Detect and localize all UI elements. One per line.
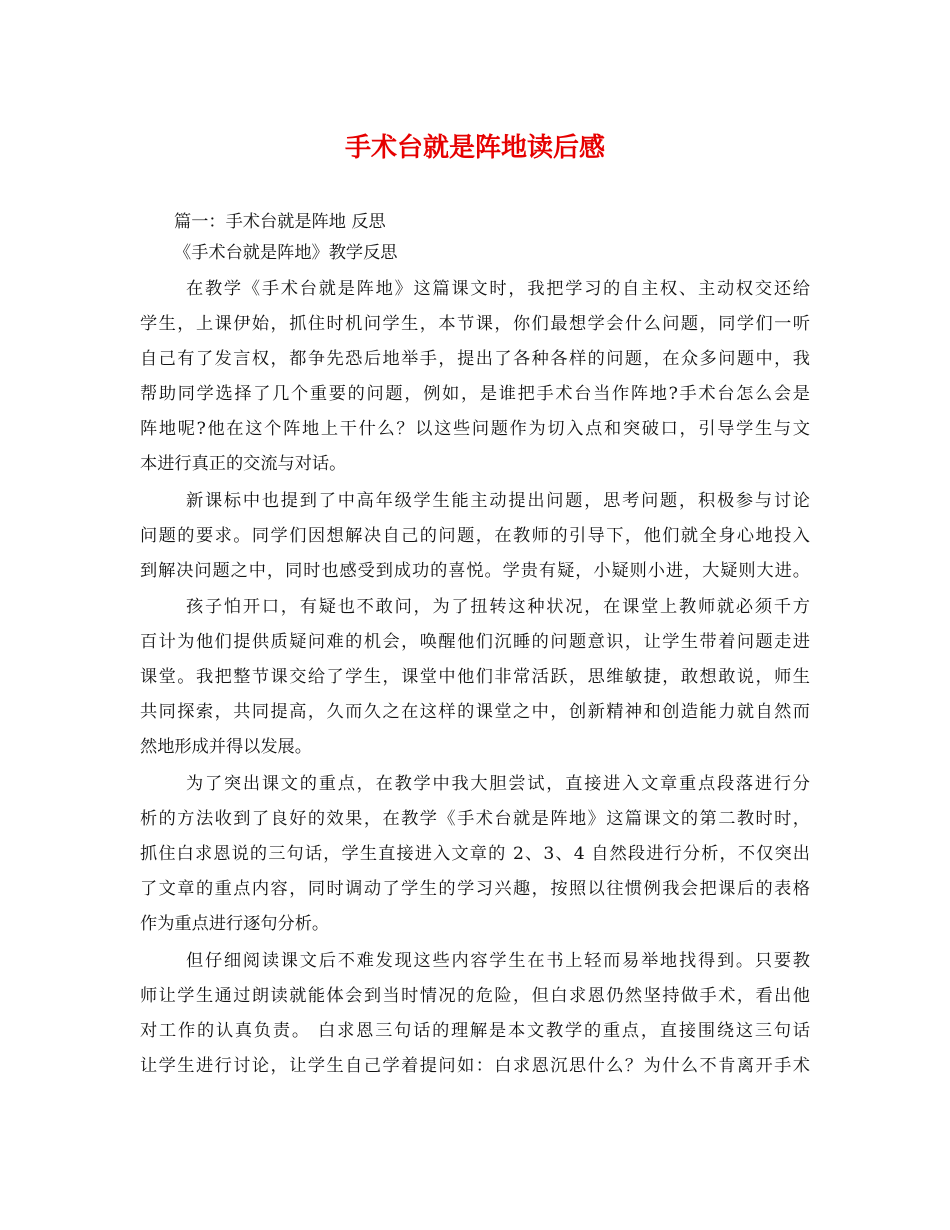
paragraph-1-line-6: 本进行真正的交流与对话。 [140,454,347,474]
paragraph-1-line-2: 学生，上课伊始，抓住时机问学生，本节课，你们最想学会什么问题，同学们一听 [140,314,810,334]
subheading: 《手术台就是阵地》教学反思 [174,243,398,263]
paragraph-5-line-4: 让学生进行讨论，让学生自己学着提问如：白求恩沉思什么？为什么不肯离开手术 [140,1056,810,1076]
paragraph-4-line-4: 了文章的重点内容，同时调动了学生的学习兴趣，按照以往惯例我会把课后的表格 [140,879,810,899]
paragraph-3-line-4: 共同探索，共同提高，久而久之在这样的课堂之中，创新精神和创造能力就自然而 [140,702,810,722]
paragraph-2-line-1: 新课标中也提到了中高年级学生能主动提出问题，思考问题，积极参与讨论 [186,491,810,511]
paragraph-3-line-1: 孩子怕开口，有疑也不敢问，为了扭转这种状况，在课堂上教师就必须千方 [186,597,810,617]
paragraph-1-line-3: 自己有了发言权，都争先恐后地举手，提出了各种各样的问题，在众多问题中，我 [140,349,810,369]
paragraph-2-line-2: 问题的要求。同学们因想解决自己的问题，在教师的引导下，他们就全身心地投入 [140,526,810,546]
document-title: 手术台就是阵地读后感 [344,133,605,163]
section-heading: 篇一：手术台就是阵地 反思 [174,212,386,232]
paragraph-2-line-3: 到解决问题之中，同时也感受到成功的喜悦。学贵有疑，小疑则小进，大疑则大进。 [140,561,810,581]
paragraph-4-line-2: 析的方法收到了良好的效果，在教学《手术台就是阵地》这篇课文的第二教时时， [140,809,810,829]
paragraph-3-line-2: 百计为他们提供质疑问难的机会，唤醒他们沉睡的问题意识，让学生带着问题走进 [140,632,810,652]
paragraph-3-line-5: 然地形成并得以发展。 [140,737,312,757]
paragraph-4-line-5: 作为重点进行逐句分析。 [140,914,330,934]
paragraph-1-line-5: 阵地呢?他在这个阵地上干什么？以这些问题作为切入点和突破口，引导学生与文 [140,419,810,439]
paragraph-4-line-3: 抓住白求恩说的三句话，学生直接进入文章的 2、3、4 自然段进行分析，不仅突出 [140,844,810,864]
paragraph-1-line-4: 帮助同学选择了几个重要的问题，例如，是谁把手术台当作阵地?手术台怎么会是 [140,384,810,404]
paragraph-5-line-1: 但仔细阅读课文后不难发现这些内容学生在书上轻而易举地找得到。只要教 [186,951,810,971]
paragraph-5-line-2: 师让学生通过朗读就能体会到当时情况的危险，但白求恩仍然坚持做手术，看出他 [140,986,810,1006]
paragraph-4-line-1: 为了突出课文的重点，在教学中我大胆尝试，直接进入文章重点段落进行分 [186,774,810,794]
paragraph-5-line-3: 对工作的认真负责。 白求恩三句话的理解是本文教学的重点，直接围绕这三句话 [140,1021,810,1041]
paragraph-3-line-3: 课堂。我把整节课交给了学生，课堂中他们非常活跃，思维敏捷，敢想敢说，师生 [140,667,810,687]
paragraph-1-line-1: 在教学《手术台就是阵地》这篇课文时，我把学习的自主权、主动权交还给 [186,279,810,299]
